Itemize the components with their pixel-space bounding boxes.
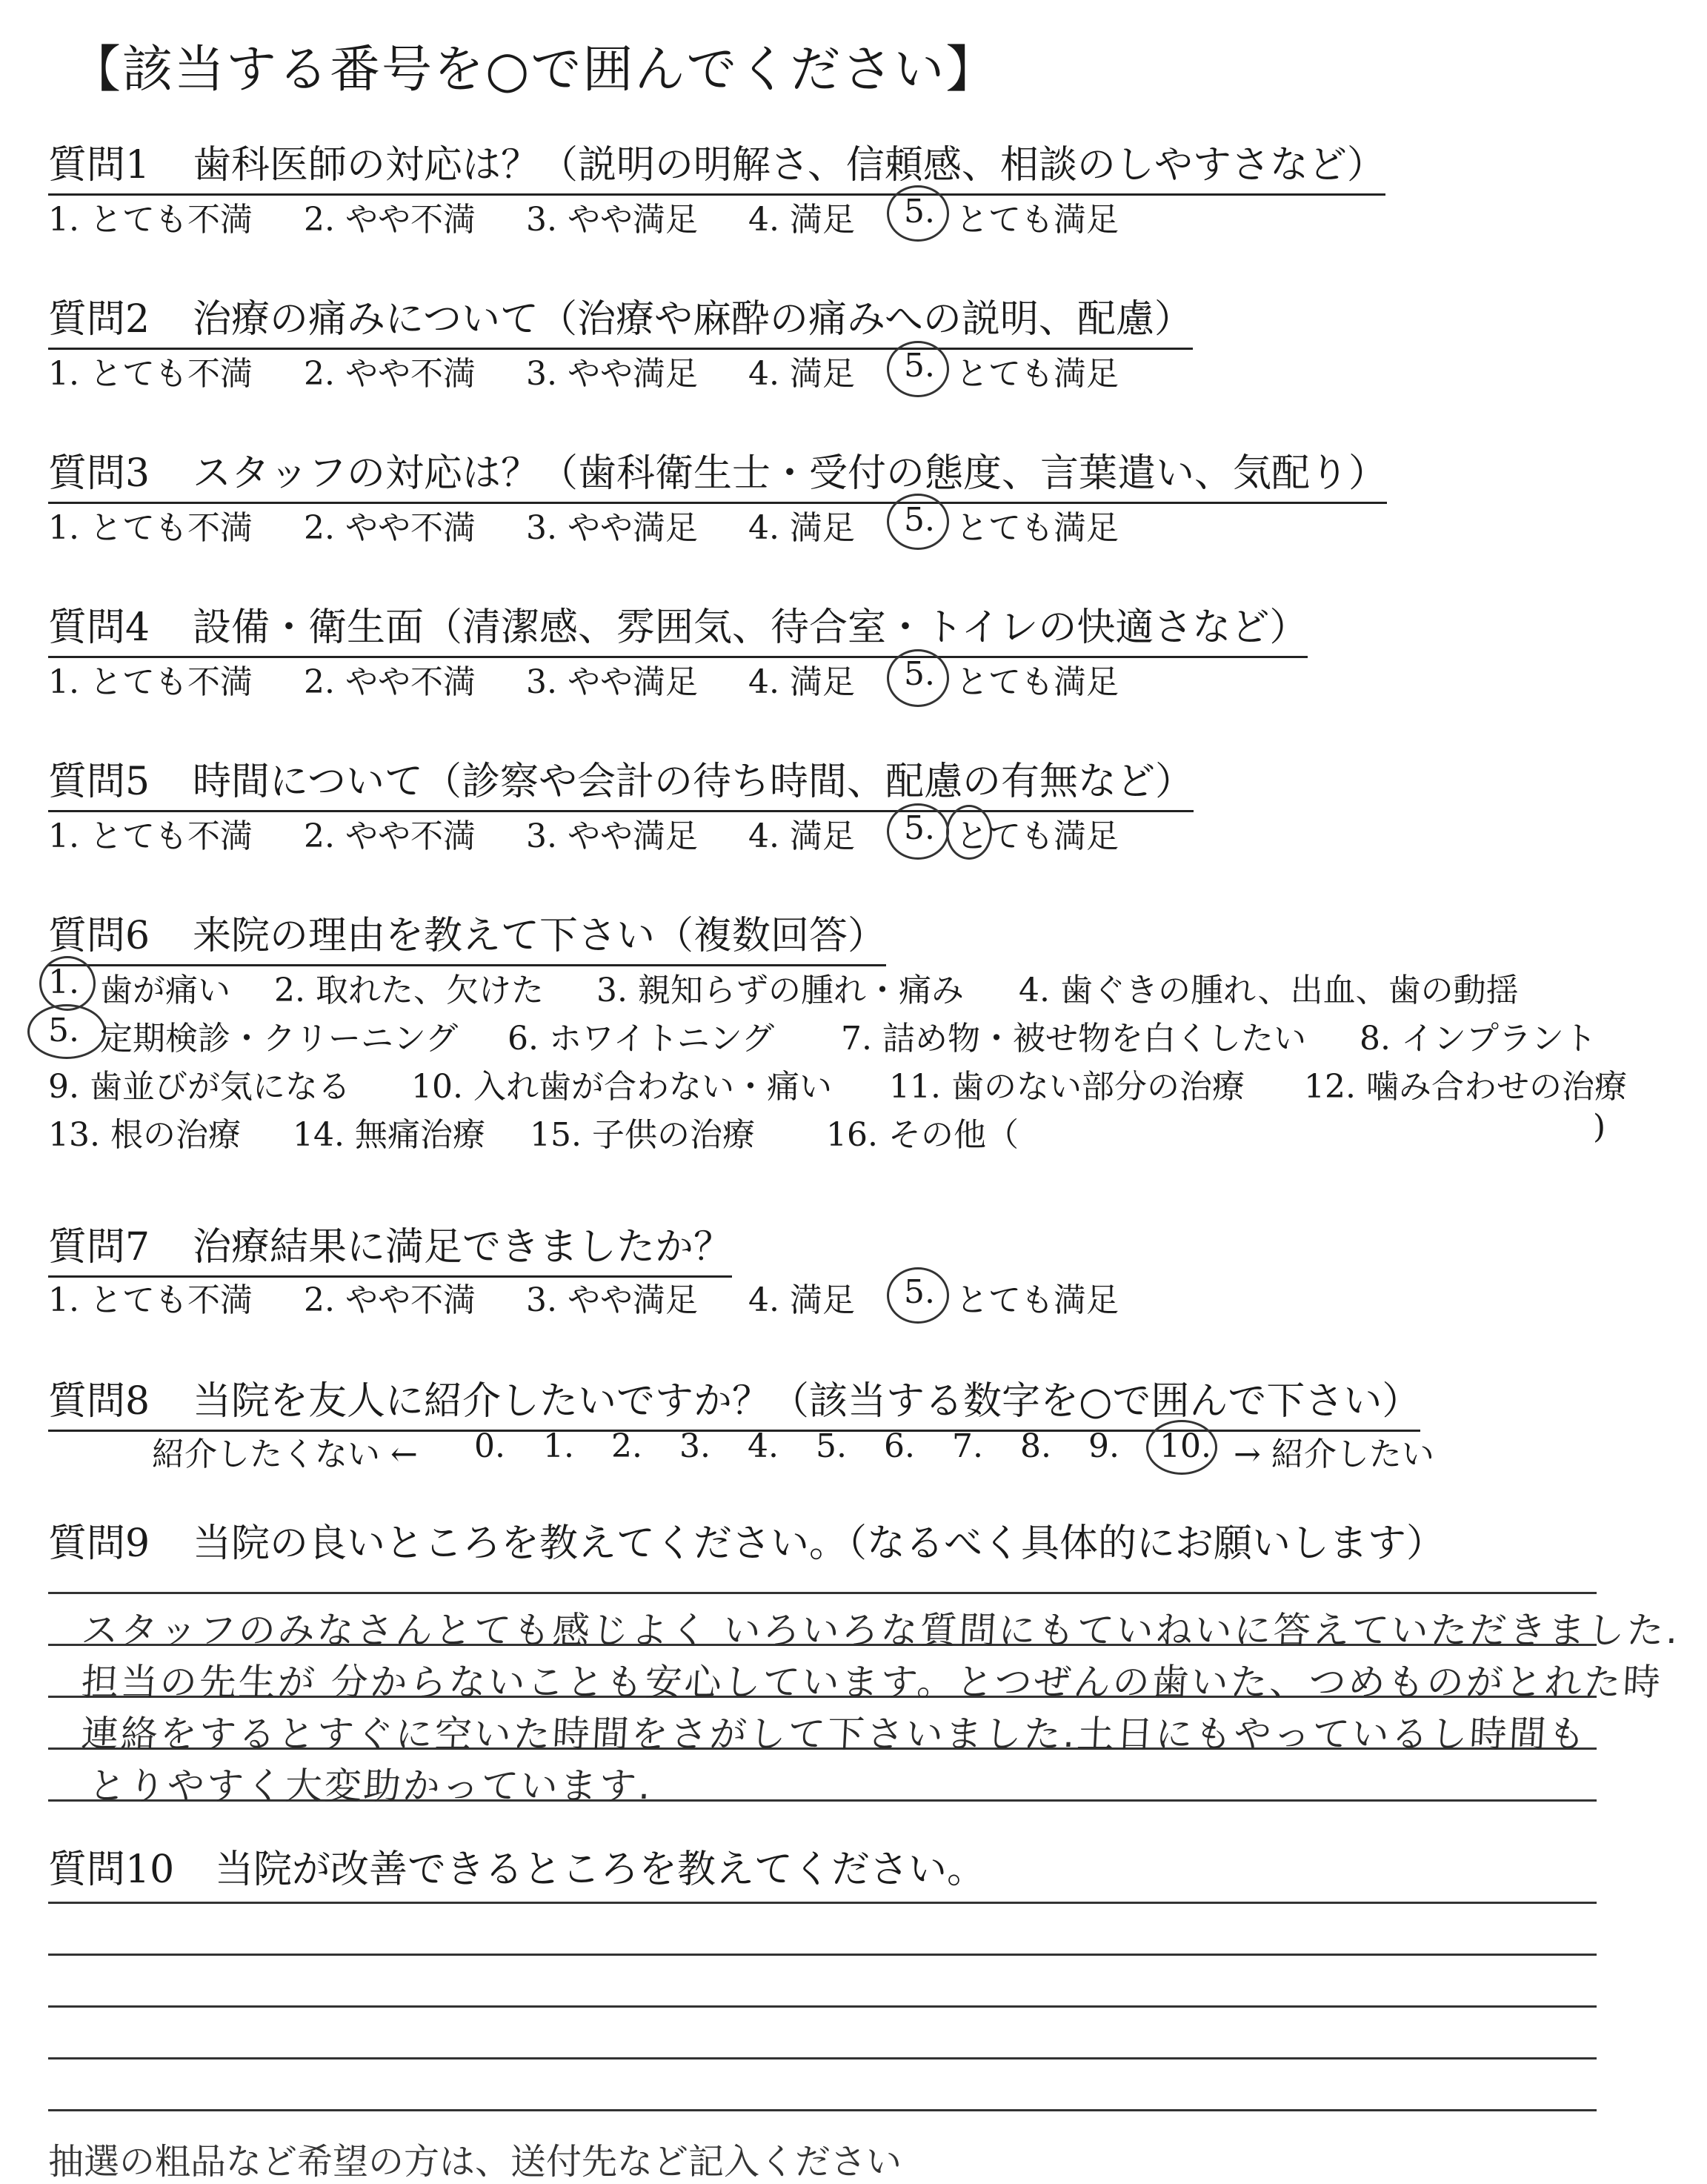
question-9-heading bbox=[48, 1512, 1445, 1567]
question-3-options bbox=[48, 501, 1234, 553]
scale-2[interactable]: 2. bbox=[611, 1427, 642, 1465]
option-5[interactable]: 5. bbox=[904, 501, 935, 539]
question-3-text: スタッフの対応は？（歯科衛生士・受付の態度、言葉遣い、気配り） bbox=[193, 451, 1388, 496]
handwritten-answer-line-4: とりやすく大変助かっています. bbox=[87, 1765, 654, 1808]
q6-option-16-close: ) bbox=[1593, 1108, 1606, 1146]
question-4-number: 質問4 bbox=[48, 605, 150, 650]
option-1[interactable]: 1. とても不満 bbox=[48, 509, 253, 547]
option-5-label: とても満足 bbox=[956, 817, 1119, 855]
option-5-label: とても満足 bbox=[956, 355, 1119, 393]
question-3-number: 質問3 bbox=[48, 451, 150, 496]
option-2[interactable]: 2. やや不満 bbox=[304, 1281, 476, 1319]
scale-8[interactable]: 8. bbox=[1020, 1427, 1051, 1465]
question-8-heading bbox=[48, 1370, 1420, 1432]
selected-circle bbox=[887, 649, 949, 707]
selected-circle bbox=[887, 185, 949, 242]
question-7-text: 治療結果に満足できましたか？ bbox=[193, 1225, 733, 1269]
question-8-scale bbox=[48, 1427, 1604, 1479]
scale-5[interactable]: 5. bbox=[816, 1427, 847, 1465]
q6-option-4[interactable]: 4. 歯ぐきの腫れ、出血、歯の動揺 bbox=[1019, 972, 1519, 1009]
selected-circle bbox=[1146, 1420, 1217, 1475]
q6-option-1-number[interactable]: 1. bbox=[48, 963, 79, 1001]
option-5[interactable]: 5. bbox=[904, 655, 935, 693]
handwritten-answer-line-3: 連絡をするとすぐに空いた時間をさがして下さいました.土日にもやっているし時間も bbox=[80, 1713, 1589, 1756]
option-2[interactable]: 2. やや不満 bbox=[304, 663, 476, 701]
option-2[interactable]: 2. やや不満 bbox=[304, 817, 476, 855]
question-1-heading bbox=[48, 133, 1385, 196]
question-5-options bbox=[48, 809, 1234, 861]
question-8-number: 質問8 bbox=[48, 1379, 150, 1424]
question-6-text: 来院の理由を教えて下さい（複数回答） bbox=[193, 914, 887, 958]
question-6-number: 質問6 bbox=[48, 914, 150, 958]
option-3[interactable]: 3. やや満足 bbox=[526, 509, 698, 547]
selected-circle bbox=[887, 341, 949, 397]
question-9-text: 当院の良いところを教えてください。（なるべく具体的にお願いします） bbox=[193, 1521, 1445, 1566]
q6-option-9[interactable]: 9. 歯並びが気になる bbox=[48, 1068, 350, 1106]
option-5[interactable]: 5. bbox=[904, 347, 935, 385]
question-7-number: 質問7 bbox=[48, 1225, 150, 1269]
q6-option-12[interactable]: 12. 噛み合わせの治療 bbox=[1304, 1068, 1627, 1106]
question-10-text: 当院が改善できるところを教えてください。 bbox=[215, 1848, 986, 1892]
q6-option-15[interactable]: 15. 子供の治療 bbox=[530, 1116, 755, 1154]
question-1-text: 歯科医師の対応は？（説明の明解さ、信頼感、相談のしやすさなど） bbox=[193, 143, 1385, 187]
option-3[interactable]: 3. やや満足 bbox=[526, 1281, 698, 1319]
option-1[interactable]: 1. とても不満 bbox=[48, 663, 253, 701]
scale-0[interactable]: 0. bbox=[474, 1427, 505, 1465]
option-4[interactable]: 4. 満足 bbox=[748, 509, 855, 547]
scale-6[interactable]: 6. bbox=[884, 1427, 915, 1465]
selected-circle bbox=[27, 1004, 106, 1059]
question-2-number: 質問2 bbox=[48, 297, 150, 342]
option-2[interactable]: 2. やや不満 bbox=[304, 355, 476, 393]
scale-left-label: 紹介したくない ← bbox=[152, 1435, 418, 1473]
question-10-heading bbox=[48, 1838, 985, 1893]
question-4-text: 設備・衛生面（清潔感、雰囲気、待合室・トイレの快適さなど） bbox=[193, 605, 1308, 650]
q6-option-6[interactable]: 6. ホワイトニング bbox=[508, 1020, 775, 1058]
answer-line[interactable] bbox=[48, 2109, 1597, 2111]
option-3[interactable]: 3. やや満足 bbox=[526, 355, 698, 393]
question-6-heading bbox=[48, 904, 886, 966]
option-1[interactable]: 1. とても不満 bbox=[48, 355, 253, 393]
option-5-label: とても満足 bbox=[956, 663, 1119, 701]
option-4[interactable]: 4. 満足 bbox=[748, 663, 855, 701]
question-3-heading bbox=[48, 442, 1387, 504]
option-2[interactable]: 2. やや不満 bbox=[304, 509, 476, 547]
selected-circle bbox=[887, 1267, 949, 1324]
q6-option-8[interactable]: 8. インプラント bbox=[1360, 1020, 1597, 1058]
option-3[interactable]: 3. やや満足 bbox=[526, 663, 698, 701]
option-4[interactable]: 4. 満足 bbox=[748, 817, 855, 855]
question-4-heading bbox=[48, 596, 1308, 658]
option-4[interactable]: 4. 満足 bbox=[748, 1281, 855, 1319]
answer-line bbox=[48, 1592, 1597, 1594]
selected-circle bbox=[887, 494, 949, 550]
option-5[interactable]: 5. bbox=[904, 809, 935, 847]
answer-line[interactable] bbox=[48, 2057, 1597, 2059]
footer-note: 抽選の粗品など希望の方は、送付先など記入ください bbox=[48, 2141, 902, 2183]
selected-circle bbox=[39, 956, 96, 1011]
option-5[interactable]: 5. bbox=[904, 193, 935, 230]
answer-line[interactable] bbox=[48, 2005, 1597, 2008]
question-5-number: 質問5 bbox=[48, 760, 150, 804]
scale-right-label: → 紹介したい bbox=[1234, 1435, 1434, 1473]
question-10-number: 質問10 bbox=[48, 1848, 175, 1892]
q6-option-5-number[interactable]: 5. bbox=[48, 1012, 79, 1049]
question-2-heading bbox=[48, 288, 1193, 350]
scale-1[interactable]: 1. bbox=[543, 1427, 574, 1465]
q6-option-11[interactable]: 11. 歯のない部分の治療 bbox=[889, 1068, 1245, 1106]
page-title: 【該当する番号を○で囲んでください】 bbox=[70, 41, 998, 99]
option-4[interactable]: 4. 満足 bbox=[748, 201, 855, 239]
selected-circle bbox=[887, 803, 949, 860]
q6-option-13[interactable]: 13. 根の治療 bbox=[48, 1116, 241, 1154]
q6-option-1[interactable]: 歯が痛い bbox=[100, 972, 230, 1009]
scale-4[interactable]: 4. bbox=[748, 1427, 779, 1465]
question-9-number: 質問9 bbox=[48, 1521, 150, 1566]
q6-option-14[interactable]: 14. 無痛治療 bbox=[293, 1116, 485, 1154]
question-5-heading bbox=[48, 750, 1194, 812]
q6-option-16[interactable]: 16. その他（ bbox=[826, 1116, 1019, 1154]
answer-line[interactable] bbox=[48, 1902, 1597, 1904]
scale-7[interactable]: 7. bbox=[952, 1427, 983, 1465]
question-7-options bbox=[48, 1273, 1234, 1325]
option-1[interactable]: 1. とても不満 bbox=[48, 817, 253, 855]
q6-option-3[interactable]: 3. 親知らずの腫れ・痛み bbox=[596, 972, 964, 1009]
q6-option-5[interactable]: 定期検診・クリーニング bbox=[100, 1020, 459, 1058]
scale-3[interactable]: 3. bbox=[679, 1427, 711, 1465]
q6-option-10[interactable]: 10. 入れ歯が合わない・痛い bbox=[411, 1068, 832, 1106]
option-1[interactable]: 1. とても不満 bbox=[48, 201, 253, 239]
question-6-options bbox=[48, 963, 1663, 1186]
option-5[interactable]: 5. bbox=[904, 1273, 935, 1311]
option-5-label: とても満足 bbox=[956, 201, 1119, 239]
option-4[interactable]: 4. 満足 bbox=[748, 355, 855, 393]
scale-9[interactable]: 9. bbox=[1088, 1427, 1119, 1465]
question-2-text: 治療の痛みについて（治療や麻酔の痛みへの説明、配慮） bbox=[193, 297, 1193, 342]
handwritten-answer-line-1: スタッフのみなさんとても感じよく いろいろな質問にもていねいに答えていただきました. bbox=[80, 1609, 1682, 1652]
question-8-text: 当院を友人に紹介したいですか？（該当する数字を○で囲んで下さい） bbox=[193, 1379, 1421, 1424]
answer-line[interactable] bbox=[48, 1954, 1597, 1956]
option-2[interactable]: 2. やや不満 bbox=[304, 201, 476, 239]
handwritten-answer-line-2: 担当の先生が 分からないことも安心しています。とつぜんの歯いた、つめものがとれた時 bbox=[80, 1661, 1664, 1704]
question-1-options bbox=[48, 193, 1234, 245]
q6-option-2[interactable]: 2. 取れた、欠けた bbox=[274, 972, 544, 1009]
option-5-label: とても満足 bbox=[956, 509, 1119, 547]
q6-option-7[interactable]: 7. 詰め物・被せ物を白くしたい bbox=[841, 1020, 1306, 1058]
option-3[interactable]: 3. やや満足 bbox=[526, 201, 698, 239]
option-1[interactable]: 1. とても不満 bbox=[48, 1281, 253, 1319]
option-3[interactable]: 3. やや満足 bbox=[526, 817, 698, 855]
scale-10[interactable]: 10. bbox=[1159, 1427, 1211, 1465]
question-4-options bbox=[48, 655, 1234, 707]
option-5-label: とても満足 bbox=[956, 1281, 1119, 1319]
question-2-options bbox=[48, 347, 1234, 399]
question-7-heading bbox=[48, 1215, 732, 1278]
question-1-number: 質問1 bbox=[48, 143, 150, 187]
question-5-text: 時間について（診察や会計の待ち時間、配慮の有無など） bbox=[193, 760, 1194, 804]
